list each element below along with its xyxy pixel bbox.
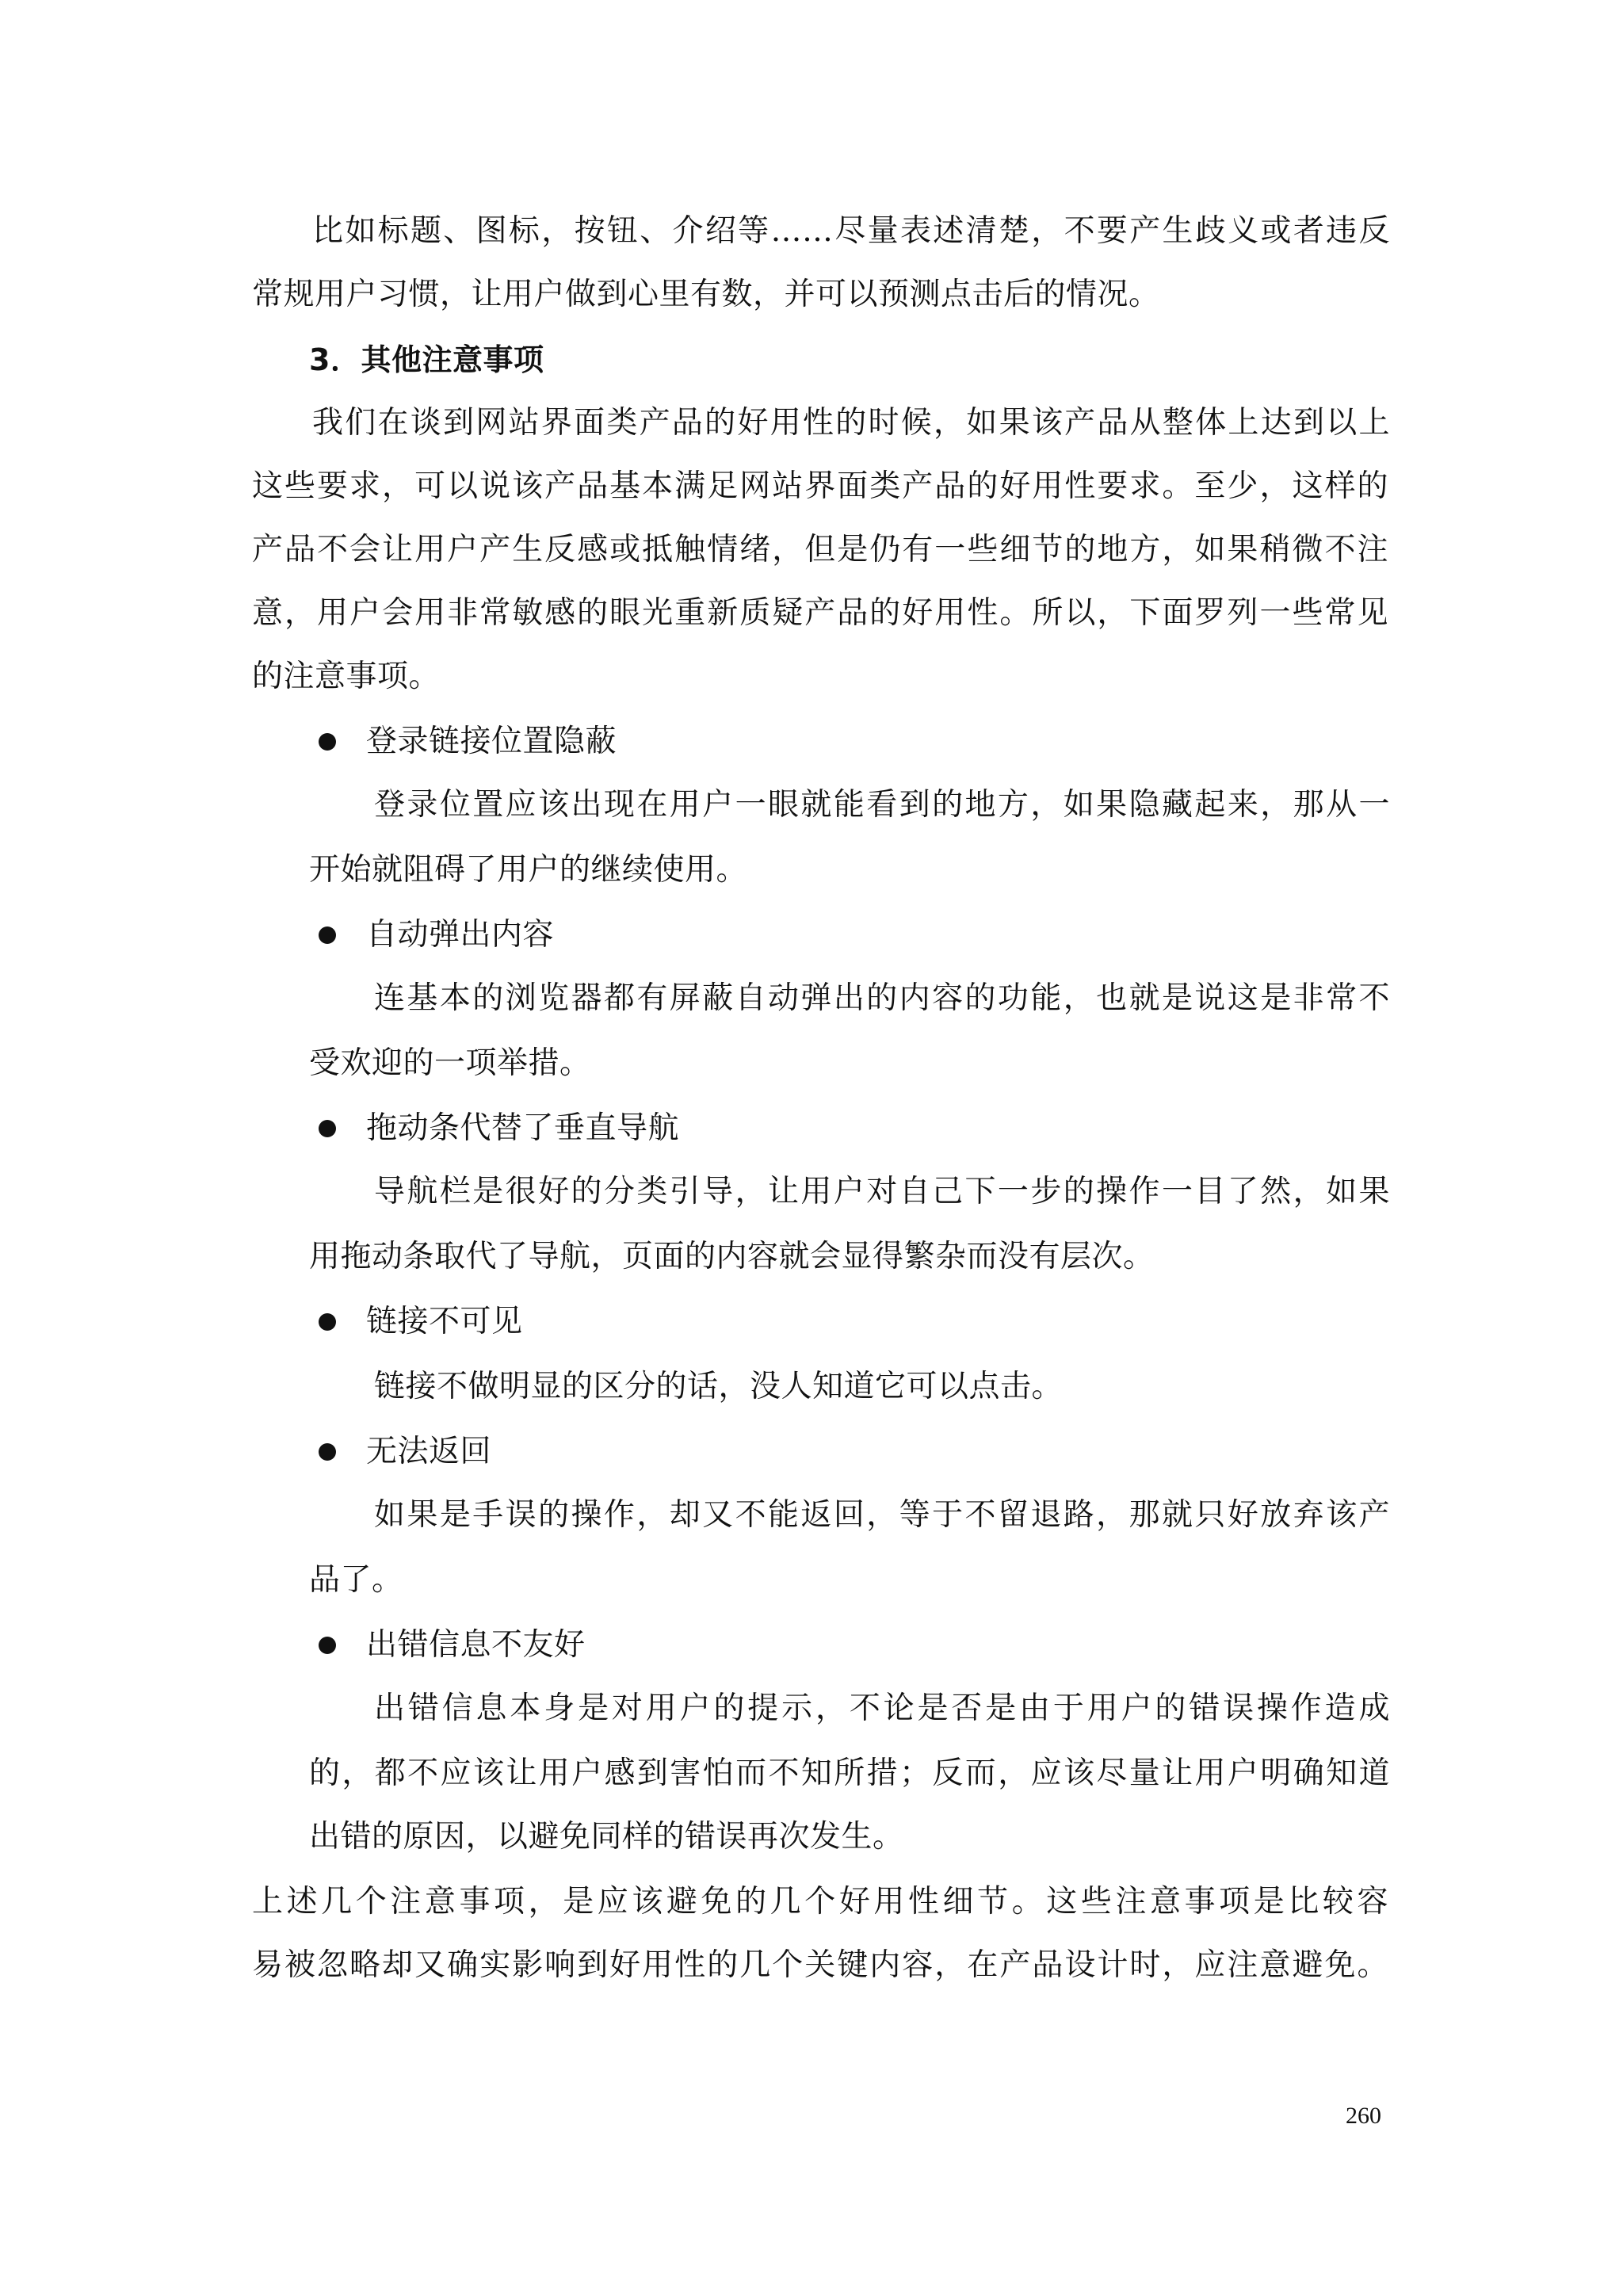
bullet-dot-icon [319, 1313, 336, 1331]
bullet-item-title: 无法返回 [366, 1434, 492, 1469]
bullet-item-body-line: 出错信息本身是对用户的提示，不论是否是由于用户的错误操作造成 [374, 1690, 1390, 1726]
page-number: 260 [1346, 2103, 1381, 2129]
paragraph-line: 我们在谈到网站界面类产品的好用性的时候，如果该产品从整体上达到以上 [312, 405, 1390, 441]
closing-line: 易被忽略却又确实影响到好用性的几个关键内容，在产品设计时，应注意避免。 [252, 1947, 1388, 1983]
bullet-item-body-line: 出错的原因，以避免同样的错误再次发生。 [309, 1819, 904, 1855]
paragraph-line: 产品不会让用户产生反感或抵触情绪，但是仍有一些细节的地方，如果稍微不注 [252, 532, 1388, 567]
bullet-dot-icon [319, 926, 336, 944]
bullet-item [319, 1431, 491, 1473]
bullet-item [319, 1108, 679, 1149]
bullet-item-body-line: 的，都不应该让用户感到害怕而不知所措；反而，应该尽量让用户明确知道 [309, 1755, 1390, 1791]
bullet-item-body-line: 开始就阻碍了用户的继续使用。 [309, 852, 748, 888]
paragraph-line: 这些要求，可以说该产品基本满足网站界面类产品的好用性要求。至少，这样的 [252, 468, 1388, 504]
bullet-item-body-line: 受欢迎的一项举措。 [309, 1045, 591, 1081]
bullet-item-title: 链接不可见 [366, 1304, 523, 1339]
section-heading: 3．其他注意事项 [309, 342, 544, 377]
bullet-item-title: 出错信息不友好 [366, 1627, 586, 1663]
bullet-item-body-line: 用拖动条取代了导航，页面的内容就会显得繁杂而没有层次。 [309, 1239, 1155, 1274]
bullet-item-title: 拖动条代替了垂直导航 [366, 1110, 680, 1146]
bullet-dot-icon [319, 1443, 336, 1461]
bullet-item [319, 1625, 586, 1666]
intro-line: 比如标题、图标，按钮、介绍等……尽量表述清楚，不要产生歧义或者违反 [312, 213, 1390, 249]
bullet-item-body-line: 链接不做明显的区分的话，没人知道它可以点击。 [374, 1369, 1064, 1404]
bullet-item-title: 自动弹出内容 [366, 917, 555, 953]
intro-line: 常规用户习惯，让用户做到心里有数，并可以预测点击后的情况。 [252, 277, 1160, 312]
bullet-item-title: 登录链接位置隐蔽 [366, 724, 617, 759]
bullet-dot-icon [319, 733, 336, 751]
closing-line: 上述几个注意事项，是应该避免的几个好用性细节。这些注意事项是比较容 [252, 1884, 1388, 1920]
bullet-item [319, 915, 554, 956]
bullet-item-body-line: 登录位置应该出现在用户一眼就能看到的地方，如果隐藏起来，那从一 [374, 787, 1390, 823]
bullet-item [319, 1301, 523, 1343]
paragraph-line: 意，用户会用非常敏感的眼光重新质疑产品的好用性。所以，下面罗列一些常见 [252, 595, 1388, 631]
paragraph-line: 的注意事项。 [252, 659, 441, 694]
bullet-item-body-line: 导航栏是很好的分类引导，让用户对自己下一步的操作一目了然，如果 [374, 1174, 1390, 1209]
bullet-item [319, 721, 617, 762]
bullet-dot-icon [319, 1120, 336, 1137]
bullet-item-body-line: 如果是手误的操作，却又不能返回，等于不留退路，那就只好放弃该产 [374, 1497, 1390, 1533]
bullet-dot-icon [319, 1637, 336, 1654]
bullet-item-body-line: 品了。 [309, 1562, 403, 1598]
bullet-item-body-line: 连基本的浏览器都有屏蔽自动弹出的内容的功能，也就是说这是非常不 [374, 980, 1390, 1016]
